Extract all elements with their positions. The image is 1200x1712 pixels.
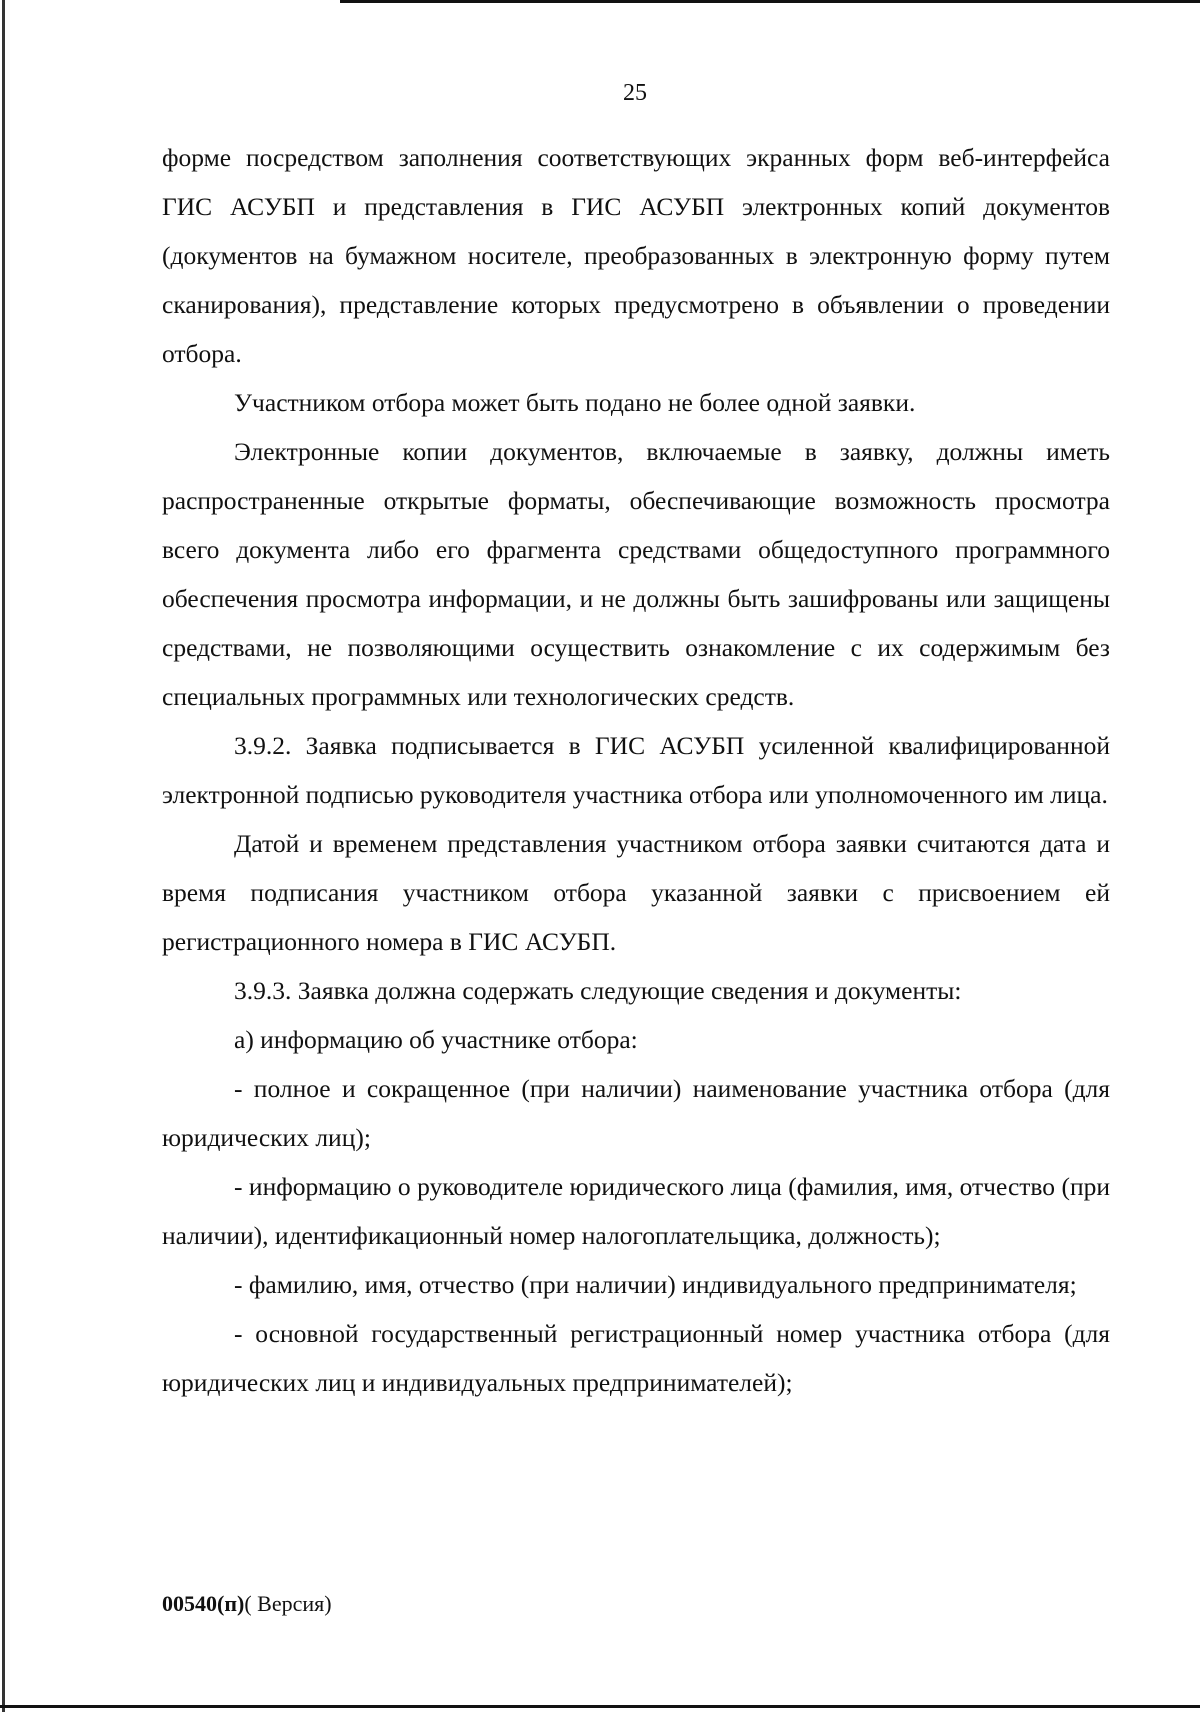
paragraph: Электронные копии документов, включаемые в заявку, должны иметь распространенные открытые форматы, обеспечивающие возможность просмотра всего документа либо его фрагмента средствами общедоступного программного обеспечения просмотра информации, и не должны быть зашифрованы или защищены средствами, не позволяющими осуществить ознакомление с их содержимым без специальных программных или технологических средств. <box>162 437 1110 711</box>
document-code: 00540(п) <box>162 1591 245 1616</box>
paragraph: - основной государственный регистрационный номер участника отбора (для юридических лиц и индивидуальных предпринимателей); <box>162 1319 1110 1397</box>
paragraph: Участником отбора может быть подано не более одной заявки. <box>234 388 916 417</box>
page-number: 25 <box>623 80 647 106</box>
paragraph: 3.9.2. Заявка подписывается в ГИС АСУБП усиленной квалифицированной электронной подписью руководителя участника отбора или уполномоченного им лица. <box>162 731 1110 809</box>
paragraph: 3.9.3. Заявка должна содержать следующие сведения и документы: <box>234 976 962 1005</box>
document-body <box>162 133 1110 1407</box>
paragraph: - информацию о руководителе юридического лица (фамилия, имя, отчество (при наличии), идентификационный номер налогоплательщика, должность); <box>162 1172 1110 1250</box>
paragraph: а) информацию об участнике отбора: <box>234 1025 638 1054</box>
paragraph: форме посредством заполнения соответствующих экранных форм веб-интерфейса ГИС АСУБП и представления в ГИС АСУБП электронных копий документов (документов на бумажном носителе, преобразованных в электронную форму путем сканирования), представление которых предусмотрено в объявлении о проведении отбора. <box>162 143 1110 368</box>
document-footer <box>162 1591 332 1617</box>
document-version: ( Версия) <box>244 1591 332 1616</box>
paragraph: - полное и сокращенное (при наличии) наименование участника отбора (для юридических лиц); <box>162 1074 1110 1152</box>
scan-edge-left <box>2 0 5 1712</box>
paragraph: Датой и временем представления участником отбора заявки считаются дата и время подписания участником отбора указанной заявки с присвоением ей регистрационного номера в ГИС АСУБП. <box>162 829 1110 956</box>
paragraph: - фамилию, имя, отчество (при наличии) индивидуального предпринимателя; <box>234 1270 1077 1299</box>
scan-edge-top <box>340 0 1200 3</box>
scan-edge-bottom <box>0 1705 1200 1708</box>
